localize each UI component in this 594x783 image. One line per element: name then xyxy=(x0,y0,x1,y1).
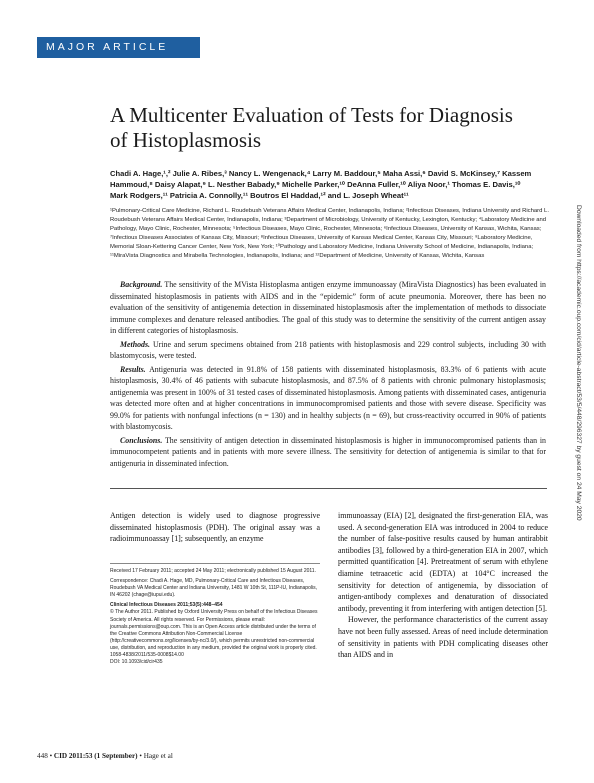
results-label: Results. xyxy=(120,364,146,374)
affiliations: ¹Pulmonary-Critical Care Medicine, Richard L. Roudebush Veterans Affairs Medical Center, Indianapolis, Indiana; ²Infectious Diseases, Indiana University and Richard L. Roudebush Veterans Affairs Medical Center, Indianapolis, Indiana; ³Department of Microbiology, University of Kentucky, Lexington, Kentucky; ⁴Laboratory Medicine and Pathology, Mayo Clinic, Rochester, Minnesota; ⁵Infectious Diseases, Mayo Clinic, Rochester, Minnesota; ⁶Infectious Diseases, University of Kansas, Wichita, Kansas; ⁷Infectious Diseases Associates of Kansas City, Missouri; ⁸Infectious Diseases, University of Kansas Medical Center, Kansas City, Missouri; ⁹Laboratory Medicine, Memorial Sloan-Kettering Cancer Center, New York, New York; ¹⁰Pathology and Laboratory Medicine, Indiana University School of Medicine, Indianapolis, Indiana; ¹¹MiraVista Diagnostics and Mirabella Technologies, Indianapolis, Indiana; and ¹²Department of Medicine, University of Kansas, Wichita, Kansas xyxy=(110,208,549,260)
methods-text: Urine and serum specimens obtained from 218 patients with histoplasmosis and 229 control subjects, including 30 with blastomycosis, were tested. xyxy=(110,339,546,360)
author-list: Chadi A. Hage,¹,² Julie A. Ribes,³ Nancy L. Wengenack,⁴ Larry M. Baddour,⁵ Maha Assi,⁶ David S. McKinsey,⁷ Kassem Hammoud,⁸ Daisy Alapat,⁹ L. Nesther Babady,⁹ Michelle Parker,¹⁰ DeAnna Fuller,¹⁰ Aliya Noor,¹ Thomas E. Davis,¹⁰ Mark Rodgers,¹¹ Patricia A. Connolly,¹¹ Boutros El Haddad,¹² and L. Joseph Wheat¹¹ xyxy=(110,169,532,201)
abstract-divider xyxy=(110,488,547,489)
correspondence: Correspondence: Chadi A. Hage, MD, Pulmonary-Critical Care and Infectious Diseases, Roudebush VA Medical Center and Indiana University, 1481 W 10th St, 111P-IU, Indianapolis, IN 46202 (chage@iupui.edu). xyxy=(110,578,317,599)
article-title: A Multicenter Evaluation of Tests for Diagnosis of Histoplasmosis xyxy=(110,103,513,152)
methods-label: Methods. xyxy=(120,339,151,349)
footnotes xyxy=(110,563,320,669)
intro-paragraph-left: Antigen detection is widely used to diagnose progressive disseminated histoplasmosis (PDH). The original assay was a radioimmunoassay [1]; subsequently, an enzyme xyxy=(110,511,320,544)
abstract-conclusions xyxy=(110,435,546,470)
abstract xyxy=(110,279,546,471)
right-column xyxy=(338,510,548,661)
background-text: The sensitivity of the MVista Histoplasma antigen enzyme immunoassay (MiraVista Diagnostics) has been evaluated in disseminated histoplasmosis in patients with AIDS and in the “epidemic” form of acute pneumonia. Moreover, there has been no evaluation of the sensitivity of antigenemia detection in disseminated histoplasmosis after the implementation of methods to dissociate immune complexes and denature released antibodies. The goal of this study was to determine the sensitivity of the current antigen assay in different categories of histoplasmosis. xyxy=(110,280,546,335)
page-footer xyxy=(37,752,337,760)
issn: 1058-4838/2011/535-0008$14.00 xyxy=(110,652,184,659)
abstract-methods xyxy=(110,339,546,362)
doi[interactable]: DOI: 10.1093/cid/cir435 xyxy=(110,659,163,666)
footer-bullet: • xyxy=(139,752,144,760)
conclusions-text: The sensitivity of antigen detection in disseminated histoplasmosis is higher in immunocompromised patients than in immunocompetent patients and in patients with more severe illness. The sensitivity for detection of antigenemia is similar to that for antigenuria in disseminated infection. xyxy=(110,435,546,468)
journal-citation: Clinical Infectious Diseases 2011;53(5):448–454 xyxy=(110,602,223,609)
abstract-results xyxy=(110,364,546,433)
footer-bullet: • xyxy=(49,752,54,760)
footer-journal: CID 2011:53 (1 September) xyxy=(53,752,138,760)
license-text: © The Author 2011. Published by Oxford University Press on behalf of the Infectious Diseases Society of America. All rights reserved. For Permissions, please email: journals.permissions@oup.com. This is an Open Access article distributed under the terms of the Creative Commons Attribution Non-Commercial License (http://creativecommons.org/licenses/by-nc/3.0/), which permits unrestricted non-commercial use, distribution, and reproduction in any medium, provided the original work is properly cited. xyxy=(110,609,318,651)
abstract-background xyxy=(110,279,546,337)
right-paragraph-2: However, the performance characteristics of the current assay have not been fully assessed. Areas of need include determination of sensitivity in patients with PDH complicating diseases other than AIDS and in xyxy=(338,615,548,660)
conclusions-label: Conclusions. xyxy=(120,435,163,445)
article-type-banner: MAJOR ARTICLE xyxy=(37,37,200,58)
page-number: 448 xyxy=(37,752,48,760)
received-dates: Received 17 February 2011; accepted 24 May 2011; electronically published 15 August 2011. xyxy=(110,568,316,574)
download-watermark: Downloaded from https://academic.oup.com/cid/article-abstract/53/5/448/296327 by guest on 24 May 2020 xyxy=(575,205,582,521)
footer-authors: Hage et al xyxy=(143,752,173,760)
right-paragraph-1: immunoassay (EIA) [2], designated the first-generation EIA, was used. A second-generation EIA was introduced in 2004 to reduce the number of false-positive results caused by human antirabbit antibodies [3], followed by a third-generation EIA in 2007, which permitted quantification [4]. Pretreatment of serum with ethylene diamine tetraacetic acid (EDTA) at 104°C increased the sensitivity for detection of antigenemia, by dissociation of antigen-antibody complexes and denaturation of dissociated antibody, preventing it from interfering with antigen detection [5]. xyxy=(338,511,548,613)
background-label: Background. xyxy=(120,280,163,289)
results-text: Antigenuria was detected in 91.8% of 158 patients with disseminated histoplasmosis, 83.3% of 6 patients with acute histoplasmosis, 30.4% of 46 patients with subacute histoplasmosis, and 87.5% of 8 patients with chronic pulmonary histoplasmosis; antigenemia was present in 100% of 31 tested cases of disseminated histoplasmosis. Among patients with disseminated cases, antigenuria was detected more often and at higher concentrations in immunocompromised patients and those with severe disease. Specificity was 99.0% for patients with nonfungal infections (n = 130) and in healthy subjects (n = 69), but cross-reactivity occurred in 90% of patients with blastomycosis. xyxy=(110,364,546,431)
